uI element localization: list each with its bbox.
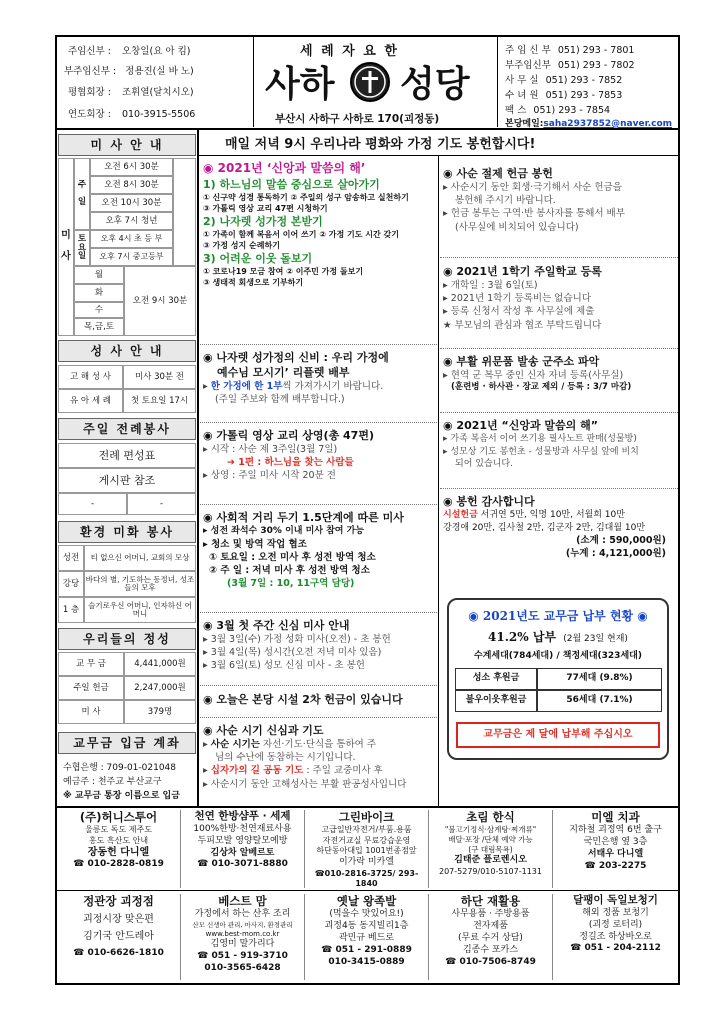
offering-value-2: 2,247,000원 <box>124 676 196 700</box>
offering-label-2: 주일 헌금 <box>58 676 124 700</box>
email-link[interactable]: saha2937852@naver.com <box>543 119 673 129</box>
article-collection: ◉ 오늘은 본당 시설 2차 헌금이 있습니다 <box>203 693 403 706</box>
liturgy-row-2: 게시판 참조 <box>58 468 196 493</box>
article-military: ◉ 부활 위문품 발송 군주소 파악 ▸ 현역 군 복무 중인 신자 자녀 등록(사무실) (훈련병 · 하사관 · 장교 제외 / 등록 : 3/7 마감) <box>443 355 632 393</box>
mid-sep-2 <box>200 422 437 423</box>
tithe-row-2-value: 56세대 (7.1%) <box>537 690 662 712</box>
phone-1: 주 임 신 부 051) 293 - 7801 <box>505 45 635 56</box>
ads-top-border <box>57 806 678 808</box>
sunday-label: 주 일 <box>74 158 90 230</box>
sacrament-title: 성 사 안 내 <box>58 340 196 362</box>
env-value-1: 티 없으신 어머니, 교회의 모상 <box>84 545 196 571</box>
account-note: ※ 교무금 통장 이름으로 입금 <box>63 791 180 801</box>
header-left-2: 부주임신부 : 정용진(실 바 노) <box>64 66 194 77</box>
env-label-1: 성전 <box>58 545 84 571</box>
tithe-row-2-label: 불우이웃후원금 <box>455 690 537 712</box>
weekday-thu-sat: 목,금,토 <box>74 318 124 336</box>
fax: 팩 스 051) 293 - 7854 <box>505 105 611 116</box>
env-label-3: 1 층 <box>58 597 84 623</box>
offering-value-1: 4,441,000원 <box>124 652 196 676</box>
banner: 매일 저녁 9시 우리나라 평화와 가정 기도 봉헌합시다! <box>225 137 536 152</box>
tithe-row-1-label: 성소 후원금 <box>455 668 537 690</box>
offering-title: 우리들의 정성 <box>58 628 196 650</box>
article-video: ◉ 가톨릭 영상 교리 상영(총 47편) ▸ 시작 : 사순 제 3주일(3월 7일) ➔ 1편 : 하느님을 찾는 사람들 ▸ 상영 : 주일 미사 시작 20분 전 <box>203 429 374 482</box>
liturgy-row-1: 전례 편성표 <box>58 443 196 468</box>
phone-3: 사 무 실 051) 293 - 7852 <box>505 75 623 86</box>
mass-time-3: 오전 10시 30분 <box>90 194 173 212</box>
mass-side-label: 미 사 <box>58 158 74 336</box>
mid-sep-4 <box>200 612 437 613</box>
offering-label-1: 교 무 금 <box>58 652 124 676</box>
mid-sep-1 <box>200 344 437 345</box>
article-march-mass: ◉ 3월 첫 주간 신심 미사 안내 ▸ 3월 3일(수) 가정 성화 미사(오전) - 초 봉헌 ▸ 3월 4일(목) 성시간(오전 저녁 미사 있음) ▸ 3월 6일(토) 성모 신심 미사 - 초 봉헌 <box>203 619 391 672</box>
ad-miel-dental: 미엘 치과 지하철 괴정역 6번 출구 국민은행 옆 3층 서태우 다니엘 ☎ 203-2275 <box>569 810 662 871</box>
article-distancing: ◉ 사회적 거리 두기 1.5단계에 따른 미사 ▸ 성전 좌석수 30% 이내 미사 참여 가능 ▸ 청소 및 방역 작업 협조 ① 토요일 : 오전 미사 후 성전 방역 청소 ② 주 일 : 저녁 미사 후 성전 방역 청소 (3월 7일 : 10, 11구역 담당) <box>203 511 404 589</box>
header-left-4: 연도회장 : 010-3915-5506 <box>68 109 196 120</box>
account-title: 교무금 입금 계좌 <box>58 732 196 754</box>
ad-jeonggwanjang: 정관장 괴정점 괴정시장 맞은편 김기국 안드레아 ☎ 010-6626-1810 <box>57 894 181 980</box>
confession-label: 고 해 성 사 <box>58 365 123 389</box>
parish-name-left: 사하 <box>265 63 335 105</box>
mass-time-4: 오후 7시 청년 <box>90 212 173 230</box>
saint-label: 세 례 자 요 한 <box>300 44 399 59</box>
tithe-note: 교무금은 제 달에 납부해 주십시오 <box>456 722 660 748</box>
email: 본당메일:saha2937852@naver.com <box>505 119 673 129</box>
confession-time: 미사 30분 전 <box>123 365 196 389</box>
article-faith-year: ◉ 2021년 ‘신앙과 말씀의 해’ 1) 하느님의 말씀 중심으로 살아가기 ① 신구약 성경 통독하기 ② 주일의 성구 암송하고 실천하기 ③ 가톨릭 영상 교리 47편 시청하기 2) 나자렛 성가정 본받기 ① 가족이 함께 복음서 이어 쓰기 ② 가정 기도 시간 갖기 ③ 가정 성지 순례하기 3) 어려운 이웃 돌보기 ① 코로나19 모금 참여 ② 이주민 가정 돌보기 ③ 생태적 회생으로 기부하기 <box>203 161 409 288</box>
mass-time-2: 오전 8시 30분 <box>90 176 173 194</box>
env-value-3: 슬기로우신 어머니, 인자하신 어머니 <box>84 597 196 623</box>
parish-address: 부산시 사하구 사하로 170(괴정동) <box>275 113 440 125</box>
tithe-households: 수계세대(784세대) / 책정세대(323세대) <box>474 651 642 661</box>
right-sep-3 <box>440 412 678 413</box>
offering-label-3: 미 사 <box>58 700 124 724</box>
mid-sep-5 <box>200 685 437 686</box>
env-value-2: 바다의 별, 기도하는 동정녀, 성조들의 모후 <box>84 571 196 597</box>
header-left-1: 주임신부 : 오창일(요 아 킴) <box>68 46 191 57</box>
sat-time-2: 오후 7시 중고등부 <box>90 248 173 266</box>
article-thanks: ◉ 봉헌 감사합니다 시설헌금 서귀연 5만, 익명 10만, 서월희 10만 강경애 20만, 김사철 2만, 김군자 2만, 김대월 10만 (소계 : 590,000원) (누계 : 4,121,000원) <box>443 495 666 560</box>
ads-mid-border <box>57 890 678 891</box>
account-bank: 수협은행 : 709-01-021048 <box>63 763 177 773</box>
mass-right-pad <box>173 158 196 266</box>
weekday-mon: 월 <box>74 266 124 284</box>
ad-shampoo: 천연 한방샴푸 · 세제 100%한방·천연재료사용 두피모발 영양탈모예방 김상차 알베르토 ☎ 010-3071-8880 <box>181 810 305 888</box>
ad-chorim: 초림 한식 "불고기정식·삼계탕·찌개류" 배달·포장 /단체 예약 가능 (구 대림목욕) 김태준 플로렌시오 207-5279/010-5107-1131 <box>429 810 553 888</box>
tithe-title: ◉ 2021년도 교무금 납부 현황 ◉ <box>468 609 648 623</box>
right-sep-2 <box>440 348 678 349</box>
liturgy-dash-1: - <box>58 493 127 515</box>
mid-sep-3 <box>200 504 437 505</box>
ad-jokbal: 옛날 왕족발 (먹을수 맛있어요!) 괴정4동 동지빌리1층 곽민규 베드로 ☎ 051 - 291-0889 010-3415-0889 <box>305 894 429 980</box>
baptism-label: 유 아 세 례 <box>58 389 123 413</box>
mass-title: 미 사 안 내 <box>58 134 196 156</box>
right-sep-4 <box>440 488 678 489</box>
ad-recycling: 하단 재활용 사무용품 · 주방용품 전자제품 (무료 수거 상담) 김종수 포카스 ☎ 010-7506-8749 <box>429 894 553 980</box>
tithe-rate: 41.2% 납부 (2월 23일 현재) <box>488 630 628 644</box>
sat-time-1: 오후 4시 초 등 부 <box>90 230 173 248</box>
weekday-wed: 수 <box>74 302 124 318</box>
cross-icon <box>352 64 388 100</box>
parish-name-right: 성당 <box>400 63 470 105</box>
liturgy-dash-2: - <box>127 493 196 515</box>
environment-title: 환경 미화 봉사 <box>58 521 196 543</box>
middle-column-divider <box>438 156 439 806</box>
env-label-2: 강당 <box>58 571 84 597</box>
article-lent: ◉ 사순 시기 신심과 기도 ▸ 사순 시기는 자선·기도·단식을 통하여 주 님의 수난에 동참하는 시기입니다. ▸ 십자가의 길 공동 기도 : 주일 교중미사 후 ▸ 사순시기 동안 고해성사는 부활 판공성사입니다 <box>203 724 407 790</box>
ad-honey-tour: (주)허니스투어 울릉도 독도 제주도 홍도 흑산도 안내 장동헌 다니엘 ☎ 010-2828-0819 <box>57 810 181 888</box>
ad-hearing-aid: 달팽이 독일보청기 해외 정품 보청기 (괴정 로터리) 정길조 하상바오로 ☎ 051 - 204-2112 <box>570 894 661 954</box>
ad-best-mom: 베스트 맘 가정에서 하는 산후 조리 산모 신생아 관리, 마사지, 환경관리 www.best-mom.co.kr 김영미 말가리다 ☎ 051 - 919-3710 010-3565-6428 <box>181 894 305 980</box>
tithe-row-1-value: 77세대 (9.8%) <box>537 668 662 690</box>
parish-logo <box>350 62 390 102</box>
phone-2: 부주임신부 051) 293 - 7802 <box>505 60 635 71</box>
article-faith-word: ◉ 2021년 “신앙과 말씀의 해” ▸ 가족 복음서 이어 쓰기용 필사노트 판매(성물방) ▸ 성모상 기도 봉헌초 - 성물방과 사무실 앞에 비치 되어 있습니다. <box>443 419 639 469</box>
weekday-time: 오전 9시 30분 <box>124 266 196 336</box>
right-sep-1 <box>440 257 678 258</box>
offering-value-3: 379명 <box>124 700 196 724</box>
article-sunday-school: ◉ 2021년 1학기 주일학교 등록 ▸ 개학일 : 3월 6일(토) ▸ 2021년 1학기 등록비는 없습니다 ▸ 등록 신청서 작성 후 사무실에 제출 ★ 부모님의 관심과 협조 부탁드립니다 <box>443 265 602 331</box>
phone-4: 수 녀 원 051) 293 - 7853 <box>505 90 623 101</box>
left-column-divider <box>197 130 199 806</box>
article-lent-offering: ◉ 사순 절제 헌금 봉헌 ▸ 사순시기 동안 회생·극기해서 사순 헌금을 봉헌해 주시기 바랍니다. ▸ 헌금 봉투는 구역·반 봉사자를 통해서 배부 (사무실에 비치되어 있습니다) <box>443 167 625 233</box>
weekday-tue: 화 <box>74 284 124 302</box>
ad-green-bike: 그린바이크 고급일반자전거/부품.용품 자전거교실 무료강습운영 하단동아대입 1001번종점앞 이가락 미카엘 ☎010-2816-3725/ 293-1840 <box>305 810 429 888</box>
header-left-3: 평협회장 : 조휘열(달치시오) <box>68 87 194 98</box>
mass-time-1: 오전 6시 30분 <box>90 158 173 176</box>
header-divider <box>57 128 678 130</box>
baptism-time: 첫 토요일 17시 <box>123 389 196 413</box>
mid-sep-6 <box>200 717 437 718</box>
account-holder: 예금주 : 천주교 부산교구 <box>63 777 162 787</box>
saturday-label: 토 요 일 <box>74 230 90 266</box>
liturgy-title: 주일 전례봉사 <box>58 418 196 440</box>
article-nazareth: ◉ 나자렛 성가정의 신비 : 우리 가정에 예수님 모시기’ 리플렛 배부 ▸ 한 가정에 한 1부씩 가져가시기 바랍니다. (주일 주보와 함께 배부합니다.) <box>203 351 389 406</box>
